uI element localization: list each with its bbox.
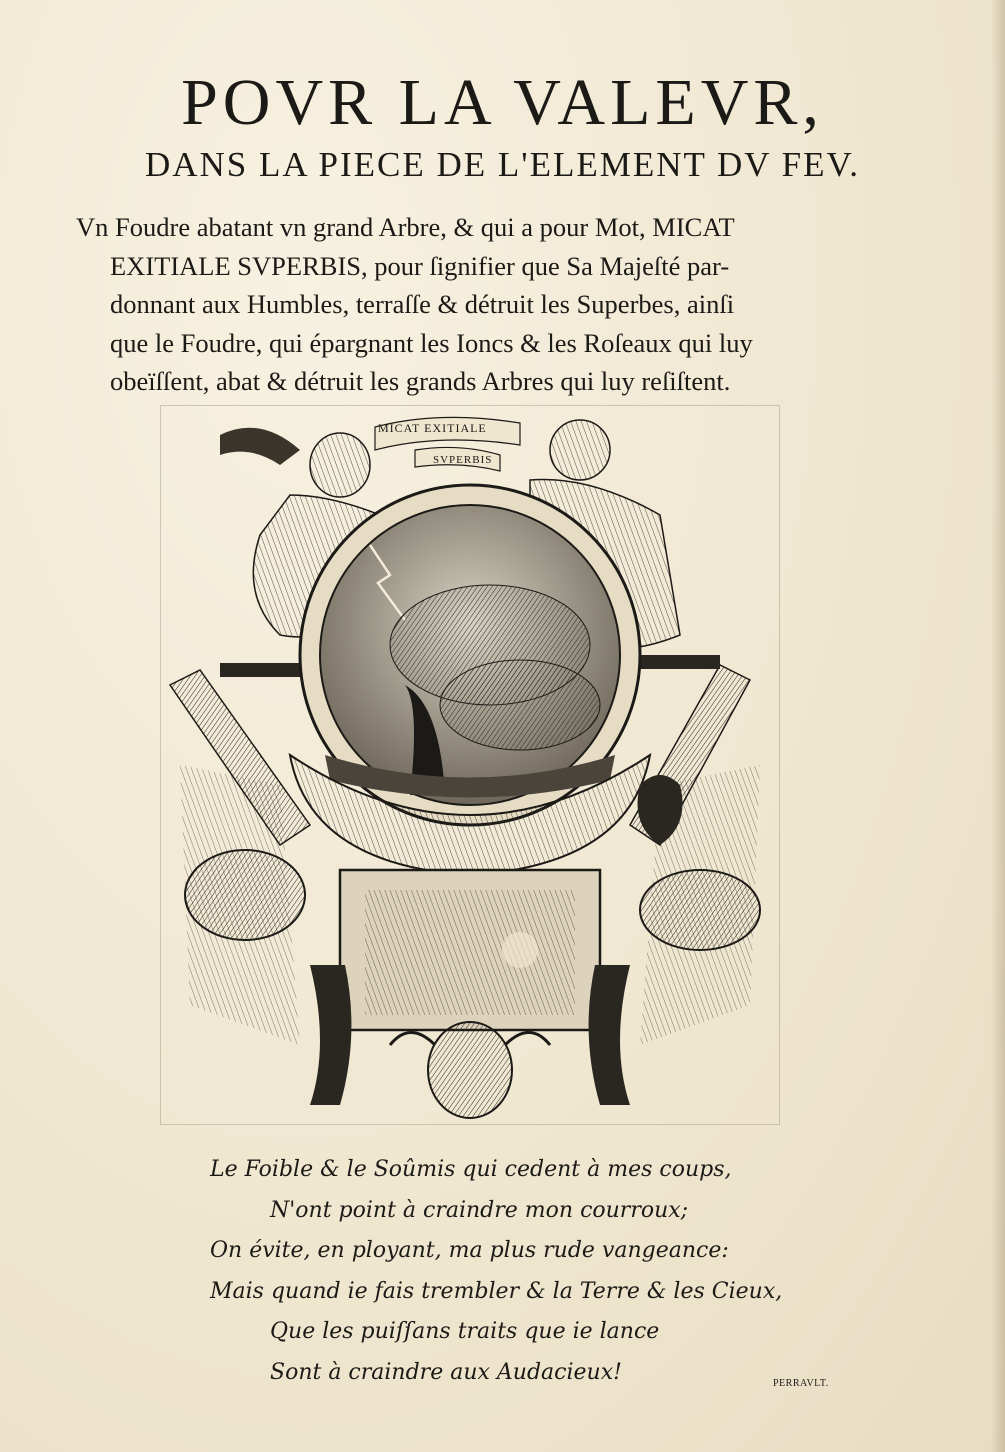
poem-line: Le Foible & le Soûmis qui cedent à mes coups, [210,1157,732,1182]
poem-line: Mais quand ie fais trembler & la Terre & les Cieux, [210,1278,783,1304]
poem-verse [210,1150,890,1393]
page-edge-shadow [991,0,1005,1452]
description-line: obeïſſent, abat & détruit les grands Arbres qui luy reſiſtent. [110,366,731,396]
poem-line: N'ont point à craindre mon courroux; [270,1197,689,1223]
motto-top-text: MICAT EXITIALE [378,421,487,435]
engraving-illustration [160,405,780,1125]
description-line: que le Foudre, qui épargnant les Ioncs & les Roſeaux qui luy [110,327,753,358]
poem-line: Que les puiſſans traits que ie lance [270,1319,660,1344]
plate-border [160,405,780,1125]
poem-line: On évite, en ployant, ma plus rude vangeance: [210,1238,729,1263]
engraver-signature: PERRAVLT. [773,1378,829,1389]
motto-bottom-text: SVPERBIS [433,454,493,466]
description-line: donnant aux Humbles, terraſſe & détruit les Superbes, ainſi [110,289,735,319]
description-line: Vn Foudre abatant vn grand Arbre, & qui a pour Mot, MICAT [76,212,735,242]
page-subtitle: DANS LA PIECE DE L'ELEMENT DV FEV. [144,145,861,184]
page-title: POVR LA VALEVR, [181,66,824,139]
description-line: EXITIALE SVPERBIS, pour ſignifier que Sa Majeſté par- [110,250,730,281]
description-paragraph [76,208,916,401]
poem-line: Sont à craindre aux Audacieux! [270,1359,622,1385]
